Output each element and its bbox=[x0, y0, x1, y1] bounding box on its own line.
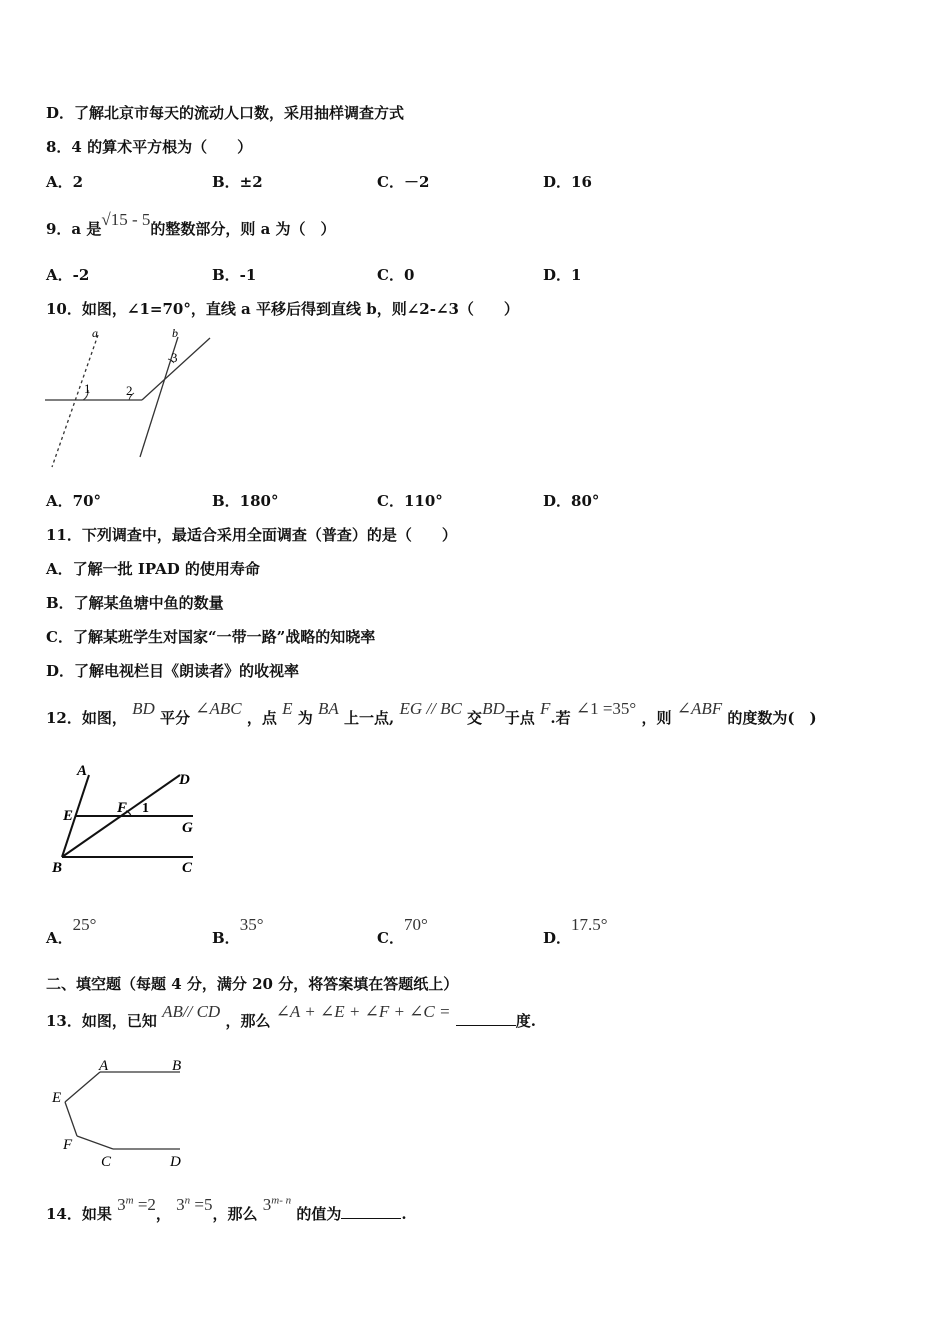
q10-slanted-line bbox=[142, 338, 210, 400]
q12-option-a-value: 25° bbox=[72, 915, 97, 934]
q7-option-d: D．了解北京市每天的流动人口数，采用抽样调查方式 bbox=[46, 104, 405, 122]
q10-label-b: b bbox=[172, 326, 178, 340]
q14-text-2: ， bbox=[155, 1205, 171, 1223]
q12-text-4: 为 bbox=[297, 709, 313, 727]
q9-option-c: C．0 bbox=[377, 266, 415, 284]
q14-eq-2: =5 bbox=[190, 1195, 213, 1214]
q13-line-fc bbox=[77, 1136, 113, 1149]
q12-option-c-letter: C． bbox=[377, 929, 404, 947]
q10-figure bbox=[40, 325, 230, 475]
q14-math-3m bbox=[117, 1195, 156, 1214]
q8-option-a: A．2 bbox=[46, 173, 84, 191]
q12-label-c: C bbox=[182, 860, 193, 876]
q9-option-d: D．1 bbox=[543, 266, 582, 284]
q10-line-a bbox=[52, 335, 98, 467]
q12-text-7: 于点 bbox=[504, 709, 535, 727]
q9-option-b: B．-1 bbox=[212, 266, 257, 284]
q13-label-f: F bbox=[63, 1137, 73, 1153]
q9-expression: √15 - 5 bbox=[101, 210, 151, 229]
q12-math-eg-parallel-bc: EG // BC bbox=[399, 699, 462, 718]
q9-suffix: 的整数部分，则 a 为（ ） bbox=[150, 220, 336, 238]
q14-base-2: 3 bbox=[176, 1195, 185, 1214]
q13-math-angle-sum: ∠A + ∠E + ∠F + ∠C = bbox=[275, 1002, 451, 1021]
q10-option-b: B．180° bbox=[212, 492, 279, 510]
q13-text-1: 13．如图，已知 bbox=[46, 1012, 157, 1030]
q12-text-3: ，点 bbox=[246, 709, 277, 727]
q12-math-angle-abc: ∠ABC bbox=[195, 699, 242, 718]
q12-label-f: F bbox=[117, 800, 128, 816]
q12-text-8: .若 bbox=[550, 709, 571, 727]
q13-line-ae bbox=[65, 1072, 100, 1102]
section-2-title: 二、填空题（每题 4 分，满分 20 分，将答案填在答题纸上） bbox=[46, 975, 459, 993]
q14-base-1: 3 bbox=[117, 1195, 126, 1214]
q14-math-3n bbox=[176, 1195, 212, 1214]
q14-exp-m-n: m- n bbox=[271, 1194, 292, 1207]
q8-stem: 8．4 的算术平方根为（ ） bbox=[46, 138, 253, 156]
q12-math-angle-abf: ∠ABF bbox=[676, 699, 723, 718]
q12-label-b: B bbox=[52, 860, 63, 876]
q10-option-a: A．70° bbox=[46, 492, 102, 510]
q12-math-bd-2: BD bbox=[482, 699, 505, 718]
q13-line-ef bbox=[65, 1102, 77, 1136]
q9-stem bbox=[46, 210, 336, 239]
q12-text-9: ，则 bbox=[641, 709, 672, 727]
q12-math-f: F bbox=[539, 699, 551, 718]
q14-exp-m: m bbox=[125, 1194, 134, 1207]
q12-label-a: A bbox=[77, 763, 88, 779]
q14-exp-n: n bbox=[184, 1194, 191, 1207]
q11-option-c: C．了解某班学生对国家“一带一路”战略的知晓率 bbox=[46, 628, 376, 646]
q12-option-c-value: 70° bbox=[403, 915, 428, 934]
q12-option-b-value: 35° bbox=[239, 915, 264, 934]
q13-label-e: E bbox=[52, 1090, 62, 1106]
q13-label-d: D bbox=[170, 1154, 181, 1170]
q12-text-5: 上一点, bbox=[344, 709, 395, 727]
q12-option-c bbox=[377, 915, 428, 948]
q10-label-1: 1 bbox=[84, 381, 91, 396]
q14-answer-blank[interactable] bbox=[341, 1204, 401, 1219]
q12-option-b-letter: B． bbox=[212, 929, 240, 947]
q10-stem: 10．如图，∠1=70°，直线 a 平移后得到直线 b，则∠2-∠3（ ） bbox=[46, 300, 519, 318]
q14-math-3m-n bbox=[263, 1195, 291, 1214]
q12-math-bd: BD bbox=[132, 699, 155, 718]
q10-option-d: D．80° bbox=[543, 492, 600, 510]
q10-option-c: C．110° bbox=[377, 492, 443, 510]
q14-stem bbox=[46, 1194, 407, 1224]
q12-text-10: 的度数为( ) bbox=[727, 709, 817, 727]
q12-label-e: E bbox=[63, 808, 74, 824]
q12-math-ba: BA bbox=[317, 699, 339, 718]
q12-option-d-letter: D． bbox=[543, 929, 572, 947]
q13-answer-blank[interactable] bbox=[456, 1011, 516, 1026]
q12-option-d-value: 17.5° bbox=[571, 915, 608, 934]
q14-eq-1: =2 bbox=[133, 1195, 156, 1214]
q11-option-a: A．了解一批 IPAD 的使用寿命 bbox=[46, 560, 260, 578]
q13-label-a: A bbox=[99, 1058, 109, 1074]
q14-text-1: 14．如果 bbox=[46, 1205, 112, 1223]
q8-option-d: D．16 bbox=[543, 173, 592, 191]
q12-option-d bbox=[543, 915, 608, 948]
q11-stem: 11．下列调查中，最适合采用全面调查（普查）的是（ ） bbox=[46, 526, 457, 544]
q12-figure bbox=[45, 755, 215, 880]
q13-stem bbox=[46, 1002, 536, 1031]
q9-prefix: 9．a 是 bbox=[46, 220, 102, 238]
q12-label-1: 1 bbox=[142, 801, 149, 816]
q10-label-a: a bbox=[92, 326, 98, 340]
q13-math-ab-parallel-cd: AB// CD bbox=[162, 1002, 221, 1021]
q11-option-b: B．了解某鱼塘中鱼的数量 bbox=[46, 594, 224, 612]
q11-option-d: D．了解电视栏目《朗读者》的收视率 bbox=[46, 662, 300, 680]
q10-label-2: 2 bbox=[126, 383, 133, 398]
q13-label-b: B bbox=[172, 1058, 182, 1074]
q12-text-2: 平分 bbox=[160, 709, 191, 727]
q12-option-a bbox=[46, 915, 97, 948]
q13-label-c: C bbox=[101, 1154, 112, 1170]
q8-option-c: C．－2 bbox=[377, 173, 430, 191]
q12-text-6: 交 bbox=[467, 709, 483, 727]
q12-label-d: D bbox=[179, 772, 190, 788]
q12-text-1: 12．如图， bbox=[46, 709, 127, 727]
q14-text-4: 的值为 bbox=[296, 1205, 342, 1223]
q9-option-a: A．-2 bbox=[46, 266, 90, 284]
q12-option-a-letter: A． bbox=[46, 929, 73, 947]
q14-text-3: ，那么 bbox=[212, 1205, 258, 1223]
q12-option-b bbox=[212, 915, 264, 948]
q12-math-angle1: ∠1 =35° bbox=[575, 699, 637, 718]
q12-label-g: G bbox=[182, 820, 193, 836]
q10-label-3: 3 bbox=[171, 350, 178, 365]
q13-figure bbox=[45, 1052, 195, 1172]
q12-math-e: E bbox=[282, 699, 293, 718]
q13-text-2: ，那么 bbox=[225, 1012, 271, 1030]
q13-text-3: 度. bbox=[515, 1012, 536, 1030]
q8-option-b: B．±2 bbox=[212, 173, 263, 191]
q14-text-5: . bbox=[401, 1205, 407, 1223]
q12-stem bbox=[46, 699, 817, 728]
q14-base-3: 3 bbox=[262, 1195, 272, 1214]
